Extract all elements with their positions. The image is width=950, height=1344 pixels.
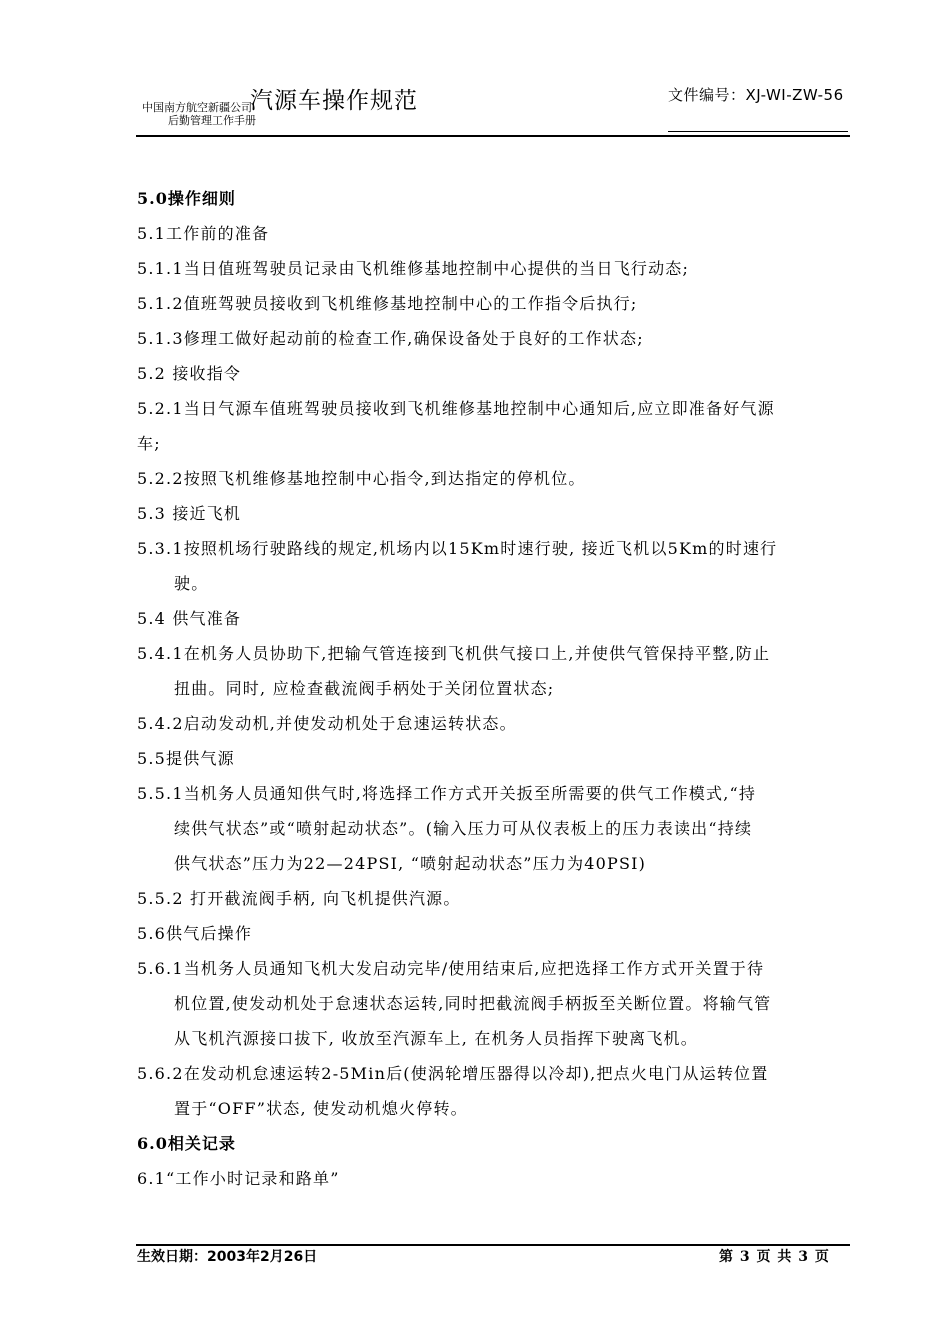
company-line-2: 后勤管理工作手册 — [168, 114, 256, 127]
effective-date: 生效日期：2003年2月26日 — [137, 1249, 318, 1265]
section-5-3: 5.3 接近飞机 — [137, 504, 242, 523]
section-heading-5: 5.0操作细则 — [137, 189, 236, 208]
section-5-3-1-line2: 驶。 — [174, 574, 209, 593]
section-5-4: 5.4 供气准备 — [137, 609, 242, 628]
section-5-5-1-line2: 续供气状态”或“喷射起动状态”。(输入压力可从仪表板上的压力表读出“持续 — [174, 819, 753, 838]
section-5-1-2: 5.1.2值班驾驶员接收到飞机维修基地控制中心的工作指令后执行; — [137, 294, 638, 313]
document-body — [137, 181, 855, 1196]
section-5-3-1-line1: 5.3.1按照机场行驶路线的规定,机场内以15Km时速行驶, 接近飞机以5Km的时速行 — [137, 539, 778, 558]
section-5-6-1-line2: 机位置,使发动机处于怠速状态运转,同时把截流阀手柄扳至关断位置。将输气管 — [174, 994, 772, 1013]
section-5-1-1: 5.1.1当日值班驾驶员记录由飞机维修基地控制中心提供的当日飞行动态; — [137, 259, 690, 278]
section-5-4-1-line1: 5.4.1在机务人员协助下,把输气管连接到飞机供气接口上,并使供气管保持平整,防止 — [137, 644, 771, 663]
section-5-6: 5.6供气后操作 — [137, 924, 253, 943]
company-name — [142, 101, 256, 127]
section-5-5-2: 5.5.2 打开截流阀手柄, 向飞机提供汽源。 — [137, 889, 461, 908]
section-5-5: 5.5提供气源 — [137, 749, 235, 768]
section-5-2-1-line2: 车; — [137, 434, 161, 453]
section-5-4-1-line2: 扭曲。同时, 应检查截流阀手柄处于关闭位置状态; — [174, 679, 555, 698]
section-5-6-1-line1: 5.6.1当机务人员通知飞机大发启动完毕/使用结束后,应把选择工作方式开关置于待 — [137, 959, 765, 978]
header-divider — [136, 135, 850, 137]
section-5-4-2: 5.4.2启动发动机,并使发动机处于怠速运转状态。 — [137, 714, 517, 733]
section-6-1: 6.1“工作小时记录和路单” — [137, 1169, 340, 1188]
section-5-5-1-line1: 5.5.1当机务人员通知供气时,将选择工作方式开关扳至所需要的供气工作模式,“持 — [137, 784, 757, 803]
section-5-2: 5.2 接收指令 — [137, 364, 242, 383]
page-number: 第 3 页 共 3 页 — [719, 1249, 830, 1265]
section-5-6-2-line2: 置于“OFF”状态, 使发动机熄火停转。 — [174, 1099, 468, 1118]
section-5-1: 5.1工作前的准备 — [137, 224, 270, 243]
section-heading-6: 6.0相关记录 — [137, 1134, 236, 1153]
section-5-2-2: 5.2.2按照飞机维修基地控制中心指令,到达指定的停机位。 — [137, 469, 586, 488]
section-5-1-3: 5.1.3修理工做好起动前的检查工作,确保设备处于良好的工作状态; — [137, 329, 644, 348]
section-5-5-1-line3: 供气状态”压力为22—24PSI, “喷射起动状态”压力为40PSI) — [174, 854, 647, 873]
document-number: 文件编号：XJ-WI-ZW-56 — [668, 86, 844, 104]
section-5-6-1-line3: 从飞机汽源接口拔下, 收放至汽源车上, 在机务人员指挥下驶离飞机。 — [174, 1029, 698, 1048]
document-title: 汽源车操作规范 — [250, 88, 418, 114]
company-line-1: 中国南方航空新疆公司 — [142, 101, 252, 114]
document-number-underline — [668, 131, 848, 132]
section-5-6-2-line1: 5.6.2在发动机怠速运转2-5Min后(使涡轮增压器得以冷却),把点火电门从运转位置 — [137, 1064, 769, 1083]
section-5-2-1-line1: 5.2.1当日气源车值班驾驶员接收到飞机维修基地控制中心通知后,应立即准备好气源 — [137, 399, 775, 418]
